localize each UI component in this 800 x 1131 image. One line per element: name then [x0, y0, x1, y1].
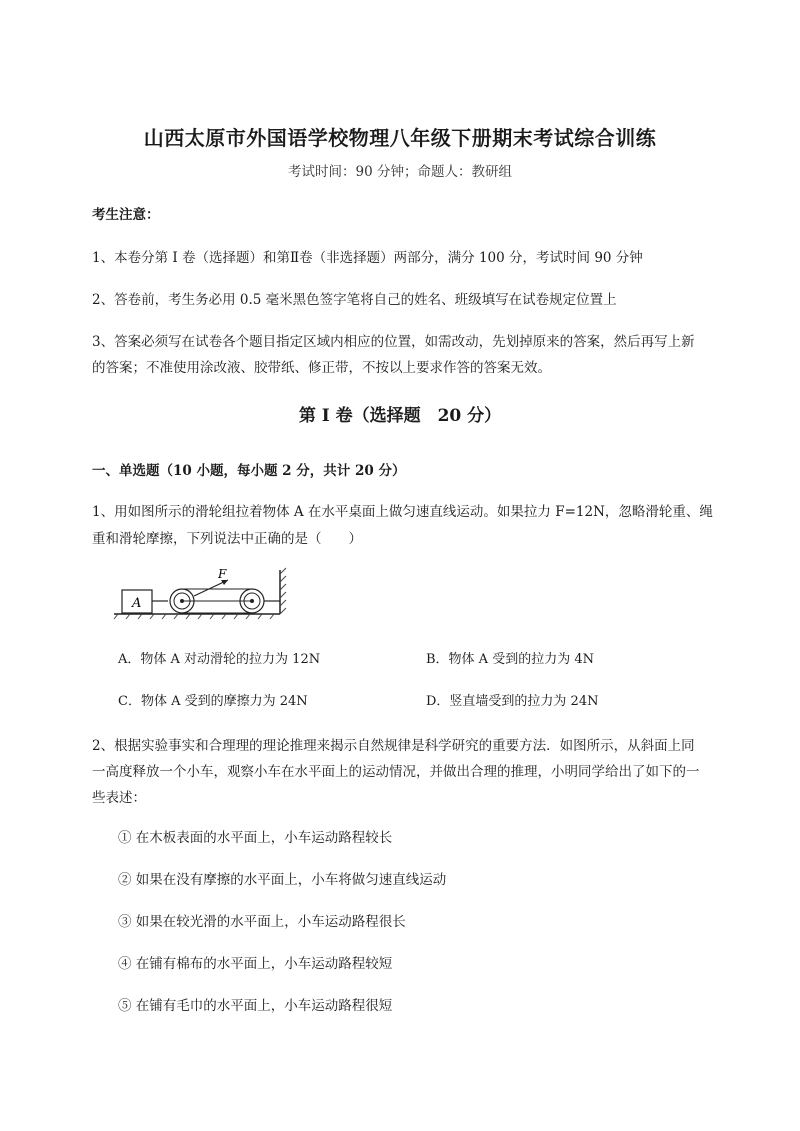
q2-item-5: ⑤ 在铺有毛巾的水平面上，小车运动路程很短: [118, 998, 393, 1014]
q2-stem-line3: 些表述：: [92, 790, 146, 806]
q2-stem-line1: 2、根据实验事实和合理理的理论推理来揭示自然规律是科学研究的重要方法．如图所示，从斜面上同: [92, 738, 695, 754]
notice-heading: 考生注意：: [92, 207, 160, 223]
section-title: 第 I 卷（选择题 20 分）: [298, 406, 502, 426]
q2-item-2: ② 如果在没有摩擦的水平面上，小车将做匀速直线运动: [118, 872, 447, 888]
exam-info: 考试时间：90 分钟；命题人：教研组: [288, 164, 512, 180]
notice-item-3-line2: 的答案；不准使用涂改液、胶带纸、修正带，不按以上要求作答的答案无效。: [92, 360, 551, 376]
q1-option-b[interactable]: B．物体 A 受到的拉力为 4N: [426, 652, 594, 667]
q1-option-c[interactable]: C．物体 A 受到的摩擦力为 24N: [118, 694, 308, 709]
notice-item-1: 1、本卷分第 I 卷（选择题）和第Ⅱ卷（非选择题）两部分，满分 100 分，考试时间 90 分钟: [92, 250, 643, 266]
q2-item-1: ① 在木板表面的水平面上，小车运动路程较长: [118, 830, 393, 846]
q2-stem-line2: 一高度释放一个小车，观察小车在水平面上的运动情况，并做出合理的推理，小明同学给出了如下的一: [92, 764, 700, 780]
block-a-label: A: [132, 596, 142, 611]
notice-item-3-line1: 3、答案必须写在试卷各个题目指定区域内相应的位置，如需改动，先划掉原来的答案，然后再写上新: [92, 334, 695, 350]
pulley-figure: [110, 566, 290, 620]
q1-stem-line1: 1、用如图所示的滑轮组拉着物体 A 在水平桌面上做匀速直线运动。如果拉力 F=12N，忽略滑轮重、绳: [92, 504, 713, 520]
force-label: F: [218, 567, 227, 581]
page-title: 山西太原市外国语学校物理八年级下册期末考试综合训练: [143, 126, 657, 150]
q2-item-3: ③ 如果在较光滑的水平面上，小车运动路程很长: [118, 914, 406, 930]
notice-item-2: 2、答卷前，考生务必用 0.5 毫米黑色签字笔将自己的姓名、班级填写在试卷规定位置上: [92, 292, 617, 308]
part-title: 一、单选题（10 小题，每小题 2 分，共计 20 分）: [92, 463, 406, 479]
q2-item-4: ④ 在铺有棉布的水平面上，小车运动路程较短: [118, 956, 393, 972]
q1-option-a[interactable]: A．物体 A 对动滑轮的拉力为 12N: [118, 652, 321, 667]
q1-stem-line2: 重和滑轮摩擦，下列说法中正确的是（ ）: [92, 531, 362, 547]
q1-option-d[interactable]: D．竖直墙受到的拉力为 24N: [426, 694, 599, 709]
